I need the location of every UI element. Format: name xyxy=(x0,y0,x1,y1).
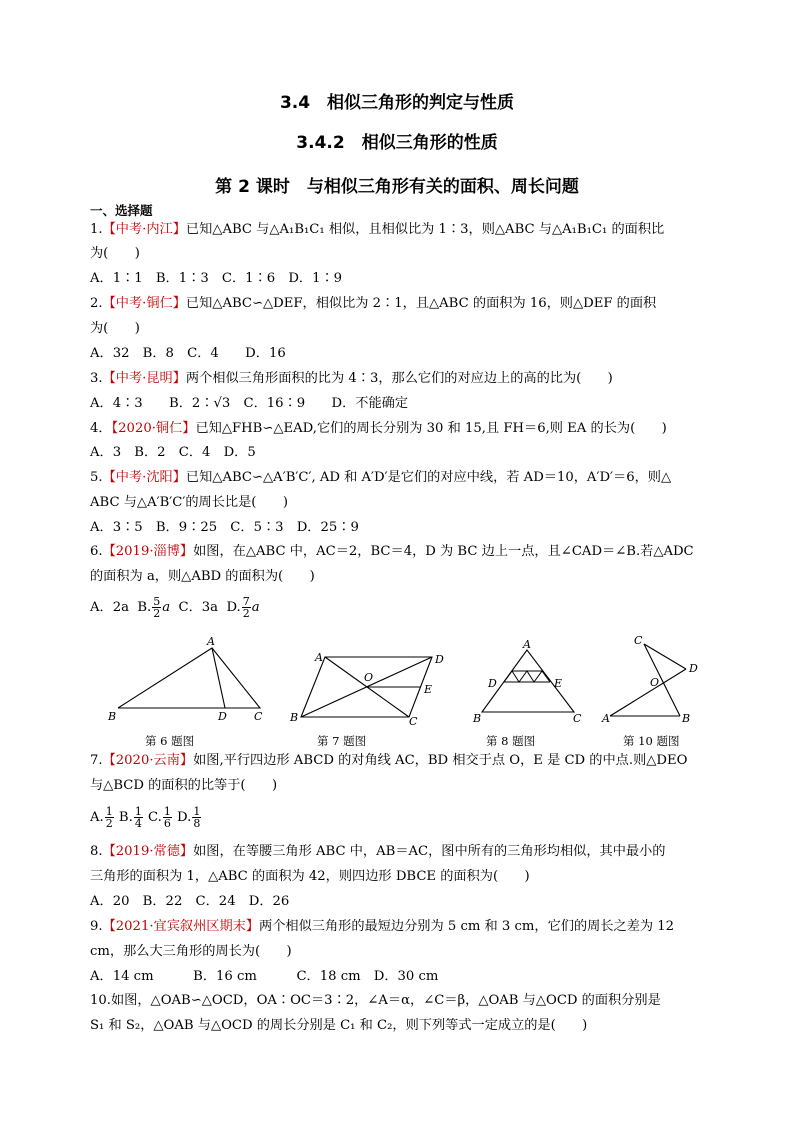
question-8-options: A．20 B．22 C．24 D．26 xyxy=(90,894,290,909)
question-3 xyxy=(90,370,720,388)
question-10 xyxy=(90,992,720,1010)
caption-fig7: 第 7 题图 xyxy=(317,734,367,748)
option-c: C．3a xyxy=(178,600,219,615)
question-number: 7. xyxy=(90,753,103,768)
label-d: D xyxy=(218,710,227,723)
label-b: B xyxy=(682,712,691,725)
source-tag: 【中考·内江】 xyxy=(102,222,186,237)
question-9-cont: cm，那么大三角形的周长为( ) xyxy=(90,944,292,959)
label-a: A xyxy=(602,712,610,725)
question-text: 两个相似三角形的最短边分别为 5 cm 和 3 cm，它们的周长之差为 12 xyxy=(259,919,675,934)
caption-fig10: 第 10 题图 xyxy=(623,734,680,748)
caption-fig6: 第 6 题图 xyxy=(145,734,195,748)
question-4-options: A．3 B．2 C．4 D．5 xyxy=(90,445,256,460)
option-d: D. $\frac{1}{8}$ xyxy=(177,805,201,830)
section-title: 3.4 相似三角形的判定与性质 xyxy=(279,93,515,113)
section-heading: 一、选择题 xyxy=(90,203,153,218)
label-e: E xyxy=(424,683,433,696)
figure-6 xyxy=(100,636,275,728)
triangle-abc xyxy=(118,648,260,708)
label-d: D xyxy=(435,653,444,666)
question-text: 如图，△OAB∽△OCD，OA∶OC＝3∶2，∠A＝α，∠C＝β，△OAB 与△OCD 的面积分别是 xyxy=(110,993,661,1008)
figure-7 xyxy=(285,643,455,725)
source-tag: 【2019·常德】 xyxy=(102,844,194,859)
label-b: B xyxy=(108,710,117,723)
source-tag: 【2020·云南】 xyxy=(102,753,194,768)
label-d: D xyxy=(689,662,698,675)
figure-10 xyxy=(598,632,703,726)
question-text: 如图，在等腰三角形 ABC 中，AB＝AC，图中所有的三角形均相似，其中最小的 xyxy=(193,844,666,859)
option-b: B. $\frac{5}{2}$ a xyxy=(137,595,171,620)
question-7 xyxy=(90,752,720,770)
caption-fig8: 第 8 题图 xyxy=(486,734,536,748)
question-text: 已知△ABC∽△A′B′C′, AD 和 A′D′是它们的对应中线，若 AD＝10，A′D′＝6，则△ xyxy=(185,470,672,485)
source-tag: 【2020·铜仁】 xyxy=(111,421,196,436)
question-number: 3. xyxy=(90,371,103,386)
option-a: A. $\frac{1}{2}$ xyxy=(90,805,113,830)
option-a: A．2a xyxy=(90,600,129,615)
question-2 xyxy=(90,295,720,313)
source-tag: 【中考·昆明】 xyxy=(102,371,186,386)
label-b: B xyxy=(290,711,299,724)
question-1 xyxy=(90,221,720,239)
source-tag: 【2021·宜宾叙州区期末】 xyxy=(102,919,260,934)
question-text: 已知△ABC 与△A₁B₁C₁ 相似，且相似比为 1∶3，则△ABC 与△A₁B₁C₁ 的面积比 xyxy=(185,222,665,237)
question-10-cont: S₁ 和 S₂，△OAB 与△OCD 的周长分别是 C₁ 和 C₂，则下列等式一定成立的是( ) xyxy=(90,1018,588,1033)
question-6-cont: 的面积为 a，则△ABD 的面积为( ) xyxy=(90,569,315,584)
question-6-options xyxy=(90,596,720,619)
option-d: D. $\frac{7}{2}$ a xyxy=(226,595,260,620)
question-5 xyxy=(90,469,720,487)
label-o: O xyxy=(364,671,374,684)
question-number: 2. xyxy=(90,296,103,311)
label-c: C xyxy=(573,712,582,725)
question-6 xyxy=(90,543,720,561)
source-tag: 【中考·铜仁】 xyxy=(102,296,186,311)
question-number: 6. xyxy=(90,544,103,559)
label-c: C xyxy=(634,634,643,647)
subsection-title: 3.4.2 相似三角形的性质 xyxy=(296,133,498,153)
question-9 xyxy=(90,918,720,936)
question-text: 已知△ABC∽△DEF，相似比为 2∶1，且△ABC 的面积为 16，则△DEF 的面积 xyxy=(185,296,657,311)
question-7-options xyxy=(90,806,720,829)
question-text: 两个相似三角形面积的比为 4∶3，那么它们的对应边上的高的比为( ) xyxy=(185,371,613,386)
segment-ad xyxy=(610,669,686,716)
label-o: O xyxy=(650,676,660,689)
question-7-cont: 与△BCD 的面积的比等于( ) xyxy=(90,778,278,793)
question-number: 9. xyxy=(90,919,103,934)
small-triangles xyxy=(504,671,550,682)
question-1-options: A．1∶1 B．1∶3 C．1∶6 D．1∶9 xyxy=(90,271,343,286)
question-number: 5. xyxy=(90,470,103,485)
question-number: 10. xyxy=(90,993,111,1008)
question-1-cont: 为( ) xyxy=(90,246,140,261)
question-text: 如图,平行四边形 ABCD 的对角线 AC，BD 相交于点 O，E 是 CD 的中点.则△DEO xyxy=(193,753,688,768)
label-c: C xyxy=(409,715,418,725)
question-2-options: A．32 B．8 C．4 D．16 xyxy=(90,346,286,361)
label-c: C xyxy=(254,710,263,723)
question-5-options: A．3∶5 B．9∶25 C．5∶3 D．25∶9 xyxy=(90,520,359,535)
question-4 xyxy=(90,420,720,438)
question-8 xyxy=(90,843,720,861)
question-5-cont: ABC 与△A′B′C′的周长比是( ) xyxy=(90,495,288,510)
question-8-cont: 三角形的面积为 1，△ABC 的面积为 42，则四边形 DBCE 的面积为( ) xyxy=(90,869,530,884)
lesson-title: 第 2 课时 与相似三角形有关的面积、周长问题 xyxy=(215,177,579,197)
label-a: A xyxy=(207,636,215,648)
option-c: C. $\frac{1}{6}$ xyxy=(148,805,171,830)
label-a: A xyxy=(523,638,531,651)
question-number: 8. xyxy=(90,844,103,859)
option-b: B. $\frac{1}{4}$ xyxy=(118,805,142,830)
question-number: 4． xyxy=(90,421,112,436)
label-e: E xyxy=(554,677,563,690)
question-text: 已知△FHB∽△EAD,它们的周长分别为 30 和 15,且 FH＝6,则 EA 的长为( ) xyxy=(195,421,667,436)
source-tag: 【2019·淄博】 xyxy=(102,544,194,559)
question-text: 如图，在△ABC 中，AC＝2，BC＝4，D 为 BC 边上一点，且∠CAD＝∠B.若△ADC xyxy=(193,544,694,559)
source-tag: 【中考·沈阳】 xyxy=(102,470,186,485)
question-number: 1. xyxy=(90,222,103,237)
label-b: B xyxy=(473,712,482,725)
question-3-options: A．4∶3 B．2∶√3 C．16∶9 D．不能确定 xyxy=(90,396,409,411)
label-a: A xyxy=(315,651,323,664)
question-2-cont: 为( ) xyxy=(90,321,140,336)
question-9-options: A．14 cm B．16 cm C．18 cm D．30 cm xyxy=(90,969,439,984)
figure-8 xyxy=(470,638,588,728)
label-d: D xyxy=(488,677,497,690)
